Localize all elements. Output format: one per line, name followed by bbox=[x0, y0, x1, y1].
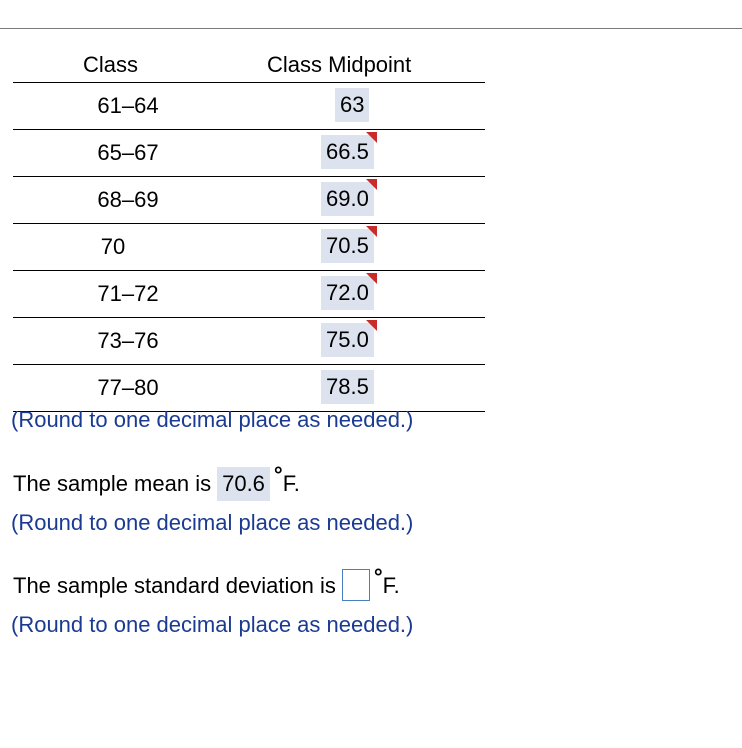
sample-stddev-label: The sample standard deviation is bbox=[13, 573, 336, 598]
class-cell: 68–69 bbox=[97, 187, 159, 212]
table-row bbox=[13, 318, 485, 365]
sample-stddev-input[interactable] bbox=[342, 569, 370, 601]
table-row bbox=[13, 130, 485, 177]
rounding-note: (Round to one decimal place as needed.) bbox=[11, 407, 414, 432]
rounding-note: (Round to one decimal place as needed.) bbox=[11, 612, 414, 637]
table-row bbox=[13, 271, 485, 318]
table-row bbox=[13, 365, 485, 412]
midpoint-answer-flagged[interactable]: 66.5 bbox=[321, 135, 374, 169]
sample-mean-answer[interactable]: 70.6 bbox=[217, 467, 270, 501]
table-header bbox=[13, 50, 485, 83]
unit-label: F. bbox=[382, 573, 400, 598]
midpoint-answer-flagged[interactable]: 75.0 bbox=[321, 323, 374, 357]
table-row bbox=[13, 177, 485, 224]
top-divider bbox=[0, 28, 742, 29]
header-class: Class bbox=[83, 52, 139, 77]
header-class-midpoint: Class Midpoint bbox=[267, 52, 412, 77]
midpoint-answer[interactable]: 63 bbox=[335, 88, 369, 122]
rounding-note: (Round to one decimal place as needed.) bbox=[11, 510, 414, 535]
class-cell: 70 bbox=[100, 234, 126, 259]
sample-mean-label: The sample mean is bbox=[13, 471, 212, 496]
class-cell: 65–67 bbox=[97, 140, 159, 165]
class-cell: 77–80 bbox=[97, 375, 159, 400]
midpoint-answer-flagged[interactable]: 69.0 bbox=[321, 182, 374, 216]
sample-stddev-statement bbox=[13, 564, 400, 603]
midpoint-answer[interactable]: 78.5 bbox=[321, 370, 374, 404]
class-midpoint-table bbox=[13, 50, 485, 412]
degree-symbol: ° bbox=[373, 564, 383, 589]
table-row bbox=[13, 83, 485, 130]
class-cell: 61–64 bbox=[97, 93, 159, 118]
class-cell: 73–76 bbox=[97, 328, 159, 353]
table-row bbox=[13, 224, 485, 271]
unit-label: F. bbox=[282, 471, 300, 496]
degree-symbol: ° bbox=[273, 462, 283, 487]
sample-mean-statement bbox=[13, 462, 300, 501]
midpoint-answer-flagged[interactable]: 70.5 bbox=[321, 229, 374, 263]
midpoint-answer-flagged[interactable]: 72.0 bbox=[321, 276, 374, 310]
class-cell: 71–72 bbox=[97, 281, 159, 306]
